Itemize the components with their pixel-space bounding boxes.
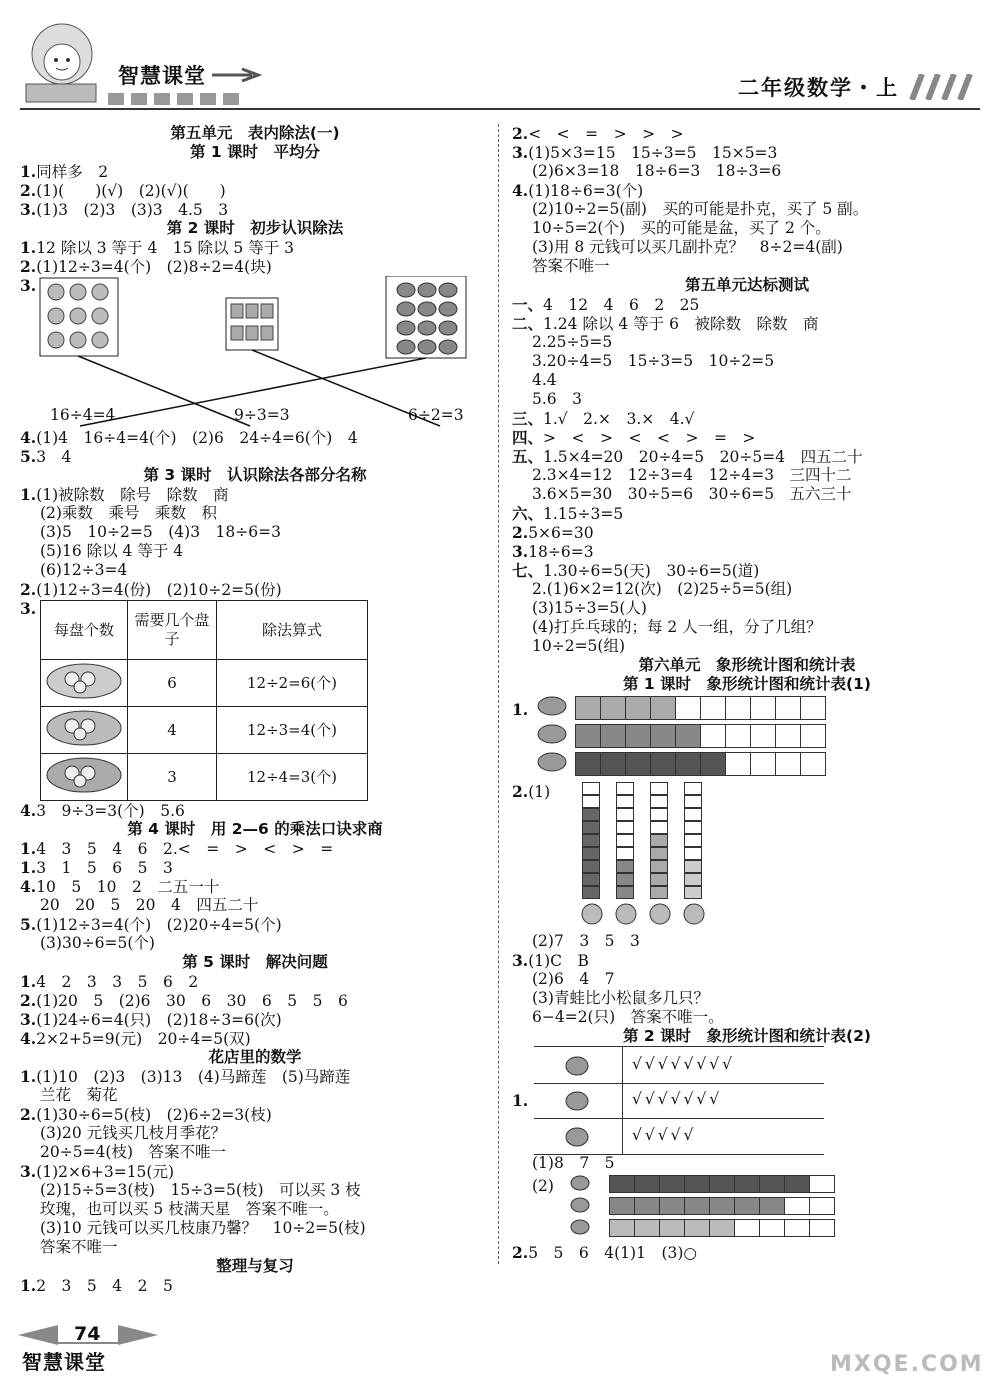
table-cell: 6 [128,660,217,707]
column-cell [684,847,702,860]
answer-line: 6−4=2(只) 答案不唯一。 [532,1008,724,1026]
section-heading: 第五单元达标测试 [684,276,809,294]
item-number: 3. [20,599,37,618]
pictograph-bar [610,1219,835,1237]
answer-line: 4.10 5 10 2 二五一十 [20,877,220,896]
column-cell [616,782,634,795]
item-number: 1. [512,1091,529,1110]
bird-icon [534,1118,623,1154]
answer-line: (2)10÷2=5(副) 买的可能是扑克，买了 5 副。 [532,200,869,218]
bar-chart2-block [512,1173,982,1243]
column-cell [684,860,702,873]
pictograph-bar [576,696,826,720]
item-number: 2. [512,523,529,542]
item-number: 1. [20,1276,37,1295]
answer-line: (3)20 元钱买几枝月季花？ [40,1124,227,1142]
answer-line: (2)6×3=18 18÷6=3 18÷3=6 [532,162,782,180]
column-cell [582,834,600,847]
column-cell [582,873,600,886]
answer-line: 5.(1)12÷3=4(个) (2)20÷4=5(个) [20,915,282,934]
pictograph-bar [576,752,826,776]
plate-table [40,600,368,801]
section-heading: 第六单元 象形统计图和统计表 [638,656,856,674]
plate-icon [44,662,124,700]
tick-row [534,1046,824,1084]
section-heading: 第 4 课时 用 2—6 的乘法口诀求商 [127,820,383,838]
section-heading: 第 2 课时 象形统计图和统计表(2) [622,1027,872,1045]
item-number: 4. [20,877,37,896]
item-label: (2) [532,1177,554,1195]
answer-line: 10÷2=5(组) [532,637,626,655]
answer-line: 3.(1)24÷6=4(只) (2)18÷3=6(次) [20,1010,282,1029]
answer-line: 2.(1)6×2=12(次) (2)25÷5=5(组) [532,580,793,598]
column-cell [684,886,702,899]
answer-line: 2.< < = > > > [512,124,684,143]
arrow-icon [212,68,262,82]
column-cell [684,795,702,808]
item-number: 3. [20,200,37,219]
cartoon-girl-icon [12,2,122,112]
item-number: 2. [512,1243,529,1262]
column-cell [684,782,702,795]
column-cell [582,782,600,795]
answer-line: 三、1.√ 2.× 3.× 4.√ [512,409,695,428]
answer-line: 1.12 除以 3 等于 4 15 除以 5 等于 3 [20,238,294,257]
answer-line: 20 20 5 20 4 四五二十 [40,896,259,914]
item-number: 七、 [512,561,544,580]
column-cell [616,834,634,847]
column-cell [582,860,600,873]
item-number: 2. [512,124,529,143]
equation-label: 6÷2=3 [408,406,464,424]
answer-line: 3.20÷4=5 15÷3=5 10÷2=5 [532,352,775,370]
item-number: 三、 [512,409,544,428]
answer-line: 2.(1)12÷3=4(个) (2)8÷2=4(块) [20,257,272,276]
column-cell [582,847,600,860]
plate-cell [41,754,128,801]
answer-line: 七、1.30÷6=5(天) 30÷6=5(道) [512,561,760,580]
item-number: 1. [20,839,37,858]
item-number: 1. [20,858,37,877]
section-heading: 第 1 课时 象形统计图和统计表(1) [622,675,872,693]
answer-line: (3)10 元钱可以买几枝康乃馨？ 10÷2=5(枝) [40,1219,366,1237]
column-cell [650,847,668,860]
item-number: 二、 [512,314,544,333]
item-number: 3. [512,951,529,970]
matching-figure [20,276,490,428]
answer-line: 10÷5=2(个) 买的可能是盆，买了 2 个。 [532,219,831,237]
answer-line: 4.(1)4 16÷4=4(个) (2)6 24÷4=6(个) 4 [20,428,358,447]
answer-line: 答案不唯一 [532,257,610,275]
answer-line: 2.(1)12÷3=4(份) (2)10÷2=5(份) [20,580,282,599]
plate-table-block [20,599,490,801]
answer-line: 一、4 12 4 6 2 25 [512,295,700,314]
column-cell [650,860,668,873]
item-number: 六、 [512,504,544,523]
bird-icon [534,1082,623,1118]
section-heading: 第 2 课时 初步认识除法 [166,219,344,237]
answer-line: (3)30÷6=5(个) [40,934,155,952]
answer-line: (2)15÷5=3(枝) 15÷3=5(枝) 可以买 3 枝 [40,1181,361,1199]
answer-line: (1)8 7 5 [532,1154,615,1172]
answer-line: (4)打乒乓球的；每 2 人一组，分了几组？ [532,618,822,636]
answer-line: (3)5 10÷2=5 (4)3 18÷6=3 [40,523,281,541]
column-cell [650,782,668,795]
page-header [0,0,1000,120]
column-cell [616,847,634,860]
answer-line: 3.(1)C B [512,951,589,970]
item-label: 2.(1) [512,782,551,801]
column-cell [616,873,634,886]
fruit-icon [648,902,672,931]
answer-line: 兰花 菊花 [40,1086,118,1104]
pictograph-bar [610,1175,835,1193]
pictograph-bar [610,1197,835,1215]
bird-icon [568,1217,592,1242]
section-heading: 花店里的数学 [208,1048,302,1066]
column-cell [650,808,668,821]
table-header: 需要几个盘子 [128,601,217,660]
answer-line: 2.5 5 6 4(1)1 (3)○ [512,1243,697,1262]
item-number: 3. [512,143,529,162]
answer-line: 1.同样多 2 [20,162,109,181]
equation-label: 9÷3=3 [234,406,290,424]
item-number: 1. [512,700,529,719]
tick-row [534,1082,824,1119]
column-cell [684,834,702,847]
bird-icon [534,1047,623,1083]
section-heading: 第 5 课时 解决问题 [182,953,328,971]
animal-icon [534,750,570,779]
answer-line: 4.(1)18÷6=3(个) [512,181,644,200]
column-cell [684,873,702,886]
item-number: 1. [20,972,37,991]
item-number: 1. [20,485,37,504]
section-heading: 第 3 课时 认识除法各部分名称 [143,466,367,484]
column-cell [650,821,668,834]
column-cell [616,808,634,821]
page-number: 74 [74,1323,101,1345]
plate-cell [41,660,128,707]
column-cell [650,834,668,847]
item-number: 1. [20,162,37,181]
animal-icon [534,722,570,751]
table-header: 每盘个数 [41,601,128,660]
answer-line: 5.6 3 [532,390,583,408]
item-number: 五、 [512,447,544,466]
left-column [20,124,490,1295]
column-cell [650,886,668,899]
answer-line: 2.(1)( )(√) (2)(√)( ) [20,181,226,200]
item-number: 2. [20,1105,37,1124]
answer-line: 六、1.15÷3=5 [512,504,624,523]
item-number: 2. [20,181,37,200]
column-cell [616,886,634,899]
item-number: 3. [512,542,529,561]
footer-brand: 智慧课堂 [22,1350,106,1374]
item-number: 1. [20,1067,37,1086]
answer-line: 2.3×4=12 12÷3=4 12÷4=3 三四十二 [532,466,852,484]
tick-marks: √√√√√√√ [632,1090,723,1108]
answer-line: (3)用 8 元钱可以买几副扑克？ 8÷2=4(副) [532,238,843,256]
column-cell [582,821,600,834]
section-heading: 整理与复习 [216,1257,294,1275]
tick-marks: √√√√√√√√ [632,1055,736,1073]
item-number: 3. [20,1010,37,1029]
item-number: 4. [20,801,37,820]
plate-cell [41,707,128,754]
column-divider [498,124,499,1264]
item-number: 1. [20,238,37,257]
column-cell [616,821,634,834]
pictograph-bar [576,724,826,748]
item-number: 四、 [512,428,544,447]
item-number: 2. [20,991,37,1010]
answer-line: (5)16 除以 4 等于 4 [40,542,184,560]
item-number: 5. [20,447,37,466]
answer-line: 5.3 4 [20,447,72,466]
answer-line: 1.4 3 5 4 6 2.< = > < > = [20,839,334,858]
answer-line: 1.(1)10 (2)3 (3)13 (4)马蹄莲 (5)马蹄莲 [20,1067,351,1086]
equation-label: 16÷4=4 [50,406,116,424]
table-row [41,707,368,754]
section-heading: 第五单元 表内除法(一) [170,124,340,142]
answer-line: 3.18÷6=3 [512,542,594,561]
item-number: 2. [20,580,37,599]
answer-line: 3.6×5=30 30÷5=6 30÷6=5 五六三十 [532,485,852,503]
tick-table-block [512,1046,982,1154]
answer-line: 2.(1)20 5 (2)6 30 6 30 6 5 5 6 [20,991,348,1010]
animal-icon [534,694,570,723]
column-cell [650,873,668,886]
answer-line: 玫瑰，也可以买 5 枝满天星 答案不唯一。 [40,1200,339,1218]
column-chart-block [512,782,982,932]
answer-line: 4.2×2+5=9(元) 20÷4=5(双) [20,1029,251,1048]
answer-line: 3.(1)2×6+3=15(元) [20,1162,175,1181]
answer-line: (2)7 3 5 3 [532,932,640,950]
answer-line: 20÷5=4(枝) 答案不唯一 [40,1143,227,1161]
answer-line: 4.4 [532,371,557,389]
column-cell [582,886,600,899]
answer-line: (3)青蛙比小松鼠多几只？ [532,989,709,1007]
header-grade: 二年级数学・上 [738,76,899,100]
answer-line: 1.3 1 5 6 5 3 [20,858,173,877]
section-heading: 第 1 课时 平均分 [189,143,321,161]
table-row [41,754,368,801]
answer-line: 1.4 2 3 3 5 6 2 [20,972,199,991]
table-cell: 3 [128,754,217,801]
answer-line: 五、1.5×4=20 20÷4=5 20÷5=4 四五二十 [512,447,863,466]
column-cell [582,795,600,808]
answer-line: 2.25÷5=5 [532,333,613,351]
answer-line: 四、> < > < < > = > [512,428,756,447]
right-column [512,124,982,1262]
answer-line: 1.(1)被除数 除号 除数 商 [20,485,229,504]
column-cell [684,808,702,821]
answer-line: (3)15÷3=5(人) [532,599,647,617]
column-cell [684,821,702,834]
answer-line: 4.3 9÷3=3(个) 5.6 [20,801,185,820]
table-cell: 12÷3=4(个) [217,707,368,754]
column-cell [582,808,600,821]
item-number: 4. [20,428,37,447]
answer-line: (2)乘数 乘号 乘数 积 [40,504,217,522]
fruit-icon [614,902,638,931]
answer-line: 二、1.24 除以 4 等于 6 被除数 除数 商 [512,314,819,333]
table-header: 除法算式 [217,601,368,660]
watermark: MXQE.COM [830,1352,984,1377]
item-number: 一、 [512,295,544,314]
answer-line: (2)6 4 7 [532,970,615,988]
answer-line: 2.(1)30÷6=5(枝) (2)6÷2=3(枝) [20,1105,272,1124]
table-cell: 12÷4=3(个) [217,754,368,801]
tick-row [534,1118,824,1155]
bar-chart-block [512,694,982,782]
item-number: 4. [512,181,529,200]
plate-icon [44,756,124,794]
answer-line: 2.5×6=30 [512,523,594,542]
item-number: 3. [20,276,37,295]
column-cell [616,795,634,808]
header-brand: 智慧课堂 [118,64,206,88]
table-row [41,660,368,707]
column-cell [616,860,634,873]
fruit-icon [682,902,706,931]
fruit-icon [580,902,604,931]
answer-line: 3.(1)3 (2)3 (3)3 4.5 3 [20,200,229,219]
item-number: 2. [20,257,37,276]
answer-line: (6)12÷3=4 [40,561,128,579]
plate-icon [44,709,124,747]
item-number: 4. [20,1029,37,1048]
tick-marks: √√√√√ [632,1126,697,1144]
answer-line: 答案不唯一 [40,1238,118,1256]
header-squares [108,90,246,109]
table-cell: 4 [128,707,217,754]
column-cell [650,795,668,808]
answer-line: 3.(1)5×3=15 15÷3=5 15×5=3 [512,143,778,162]
answer-line: 1.2 3 5 4 2 5 [20,1276,173,1295]
stripes-icon [906,74,978,100]
item-number: 5. [20,915,37,934]
table-cell: 12÷2=6(个) [217,660,368,707]
item-number: 3. [20,1162,37,1181]
